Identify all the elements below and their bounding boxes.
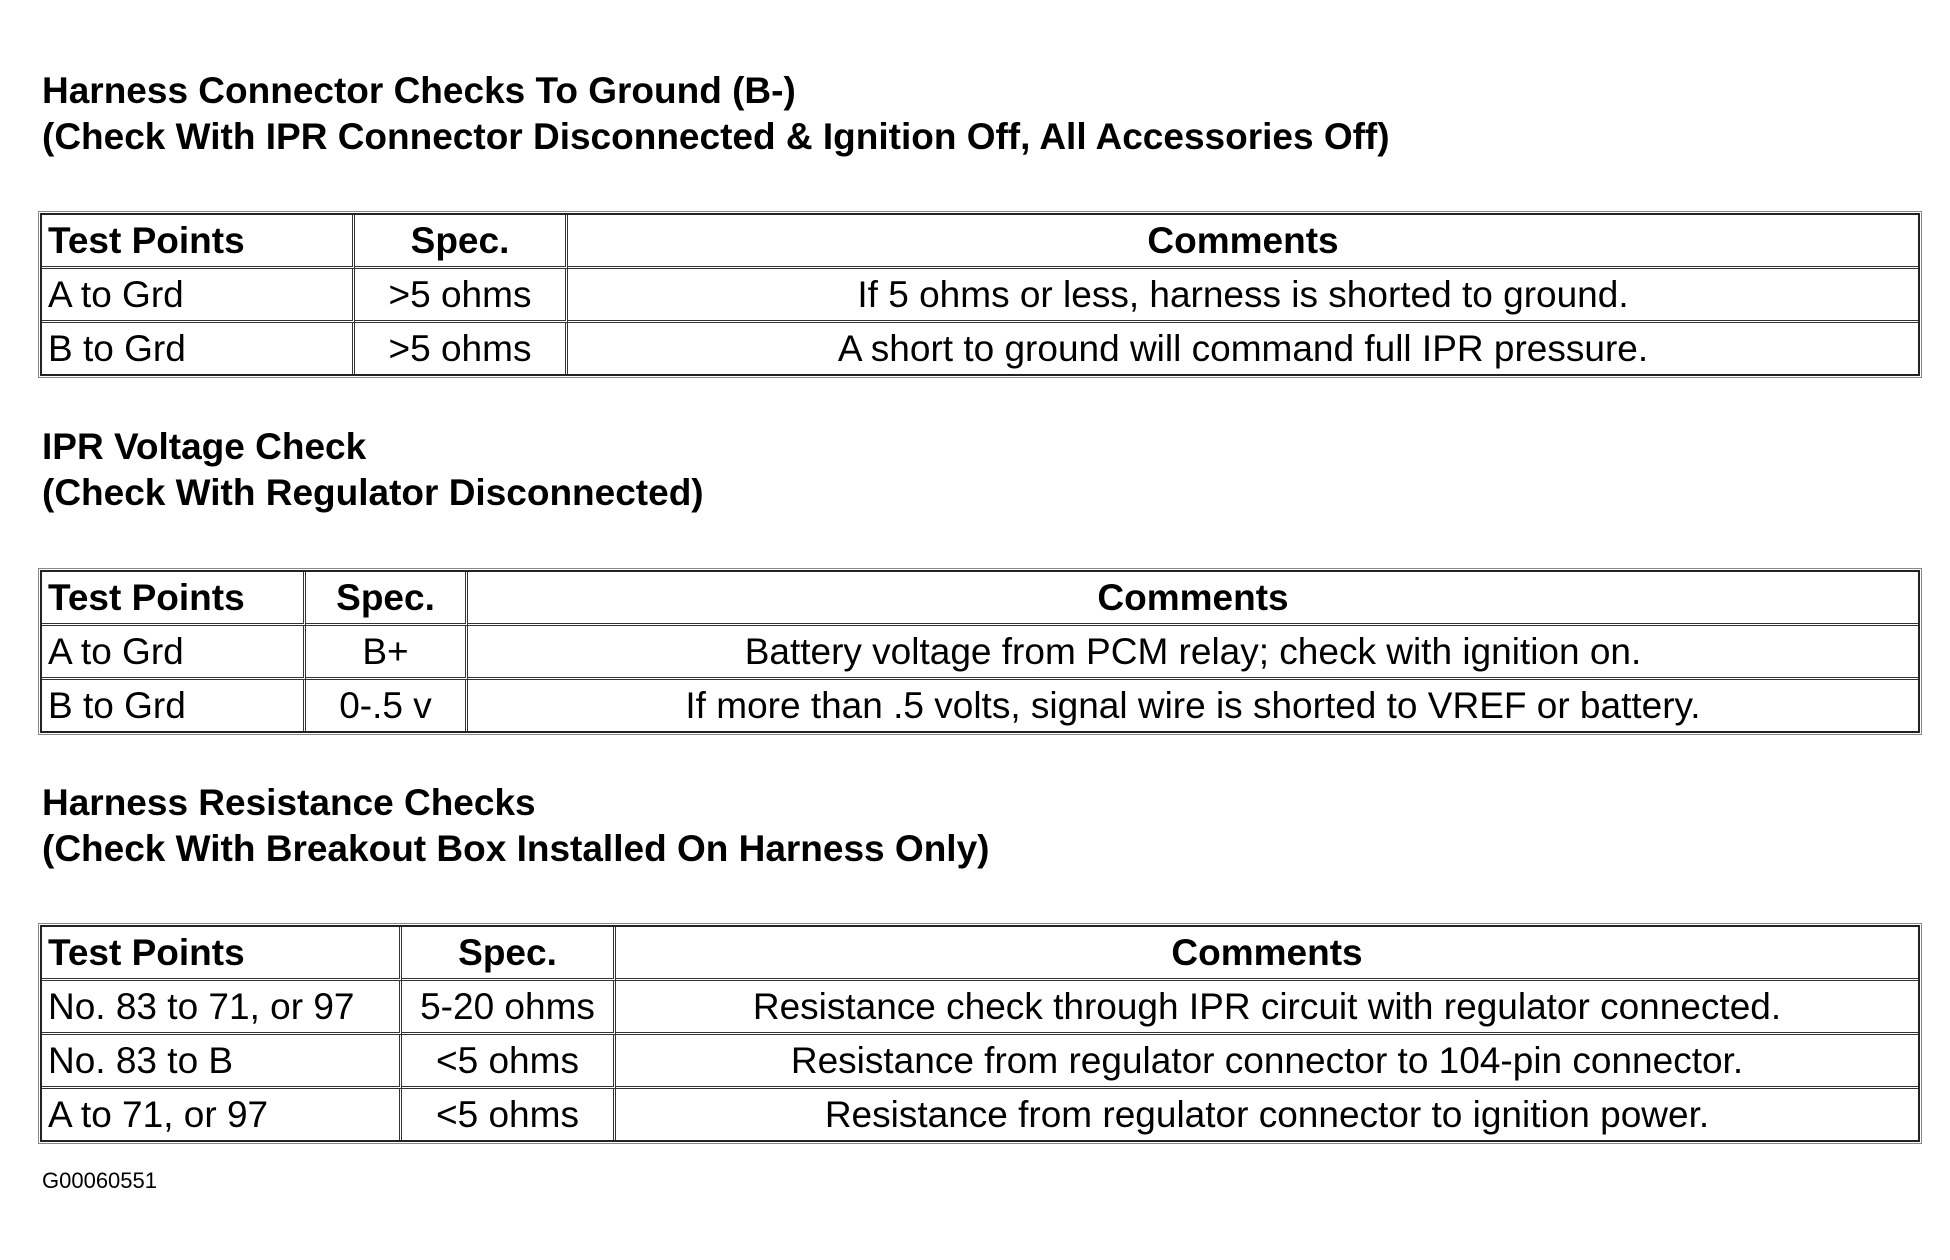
table-row bbox=[42, 626, 1918, 680]
table-row bbox=[42, 680, 1918, 731]
table-row bbox=[42, 323, 1918, 374]
cell-spec: >5 ohms bbox=[355, 323, 568, 374]
section-3-title: Harness Resistance Checks bbox=[42, 782, 536, 823]
cell-comment: If more than .5 volts, signal wire is shorted to VREF or battery. bbox=[685, 684, 1701, 726]
cell-comment: Battery voltage from PCM relay; check with ignition on. bbox=[468, 626, 1918, 680]
cell-spec: >5 ohms bbox=[355, 269, 568, 323]
cell-comment: Resistance from regulator connector to 104-pin connector. bbox=[616, 1035, 1918, 1089]
table-row bbox=[42, 1035, 1918, 1089]
header-spec: Spec. bbox=[355, 215, 568, 269]
cell-spec: B+ bbox=[306, 626, 468, 680]
header-test-points: Test Points bbox=[42, 572, 306, 626]
header-spec: Spec. bbox=[306, 572, 468, 626]
table-header-row bbox=[42, 927, 1918, 981]
cell-test-points: B to Grd bbox=[42, 680, 306, 731]
table-row bbox=[42, 269, 1918, 323]
section-3-subtitle: (Check With Breakout Box Installed On Harness Only) bbox=[42, 828, 990, 869]
cell-test-points: A to Grd bbox=[42, 269, 355, 323]
section-2-title: IPR Voltage Check bbox=[42, 426, 367, 467]
harness-ground-check-table bbox=[40, 213, 1920, 376]
header-comments: Comments bbox=[568, 215, 1918, 269]
cell-spec: 0-.5 v bbox=[306, 680, 468, 731]
table-header-row bbox=[42, 572, 1918, 626]
header-comments: Comments bbox=[468, 572, 1918, 626]
table-row bbox=[42, 1089, 1918, 1140]
cell-comment: If 5 ohms or less, harness is shorted to ground. bbox=[568, 269, 1918, 323]
cell-spec: 5-20 ohms bbox=[402, 981, 616, 1035]
section-1-subtitle: (Check With IPR Connector Disconnected & Ignition Off, All Accessories Off) bbox=[42, 116, 1390, 157]
cell-test-points: B to Grd bbox=[42, 323, 355, 374]
section-2-subtitle: (Check With Regulator Disconnected) bbox=[42, 472, 704, 513]
cell-comment: Resistance from regulator connector to ignition power. bbox=[824, 1093, 1710, 1135]
cell-comment: Resistance check through IPR circuit with regulator connected. bbox=[616, 981, 1918, 1035]
section-2-heading bbox=[42, 424, 704, 516]
cell-test-points: No. 83 to B bbox=[42, 1035, 402, 1089]
harness-resistance-check-table bbox=[40, 925, 1920, 1142]
cell-comment: A short to ground will command full IPR pressure. bbox=[837, 327, 1649, 369]
cell-test-points: No. 83 to 71, or 97 bbox=[42, 981, 402, 1035]
cell-spec: <5 ohms bbox=[402, 1035, 616, 1089]
table-header-row bbox=[42, 215, 1918, 269]
cell-spec: <5 ohms bbox=[402, 1089, 616, 1140]
table-row bbox=[42, 981, 1918, 1035]
ipr-voltage-check-table bbox=[40, 570, 1920, 733]
cell-test-points: A to 71, or 97 bbox=[42, 1089, 402, 1140]
header-test-points: Test Points bbox=[42, 215, 355, 269]
header-comments: Comments bbox=[616, 927, 1918, 981]
cell-test-points: A to Grd bbox=[42, 626, 306, 680]
section-1-title: Harness Connector Checks To Ground (B-) bbox=[42, 70, 796, 111]
section-1-heading bbox=[42, 68, 1390, 160]
figure-id: G00060551 bbox=[42, 1168, 157, 1193]
section-3-heading bbox=[42, 780, 989, 872]
header-test-points: Test Points bbox=[42, 927, 402, 981]
header-spec: Spec. bbox=[402, 927, 616, 981]
